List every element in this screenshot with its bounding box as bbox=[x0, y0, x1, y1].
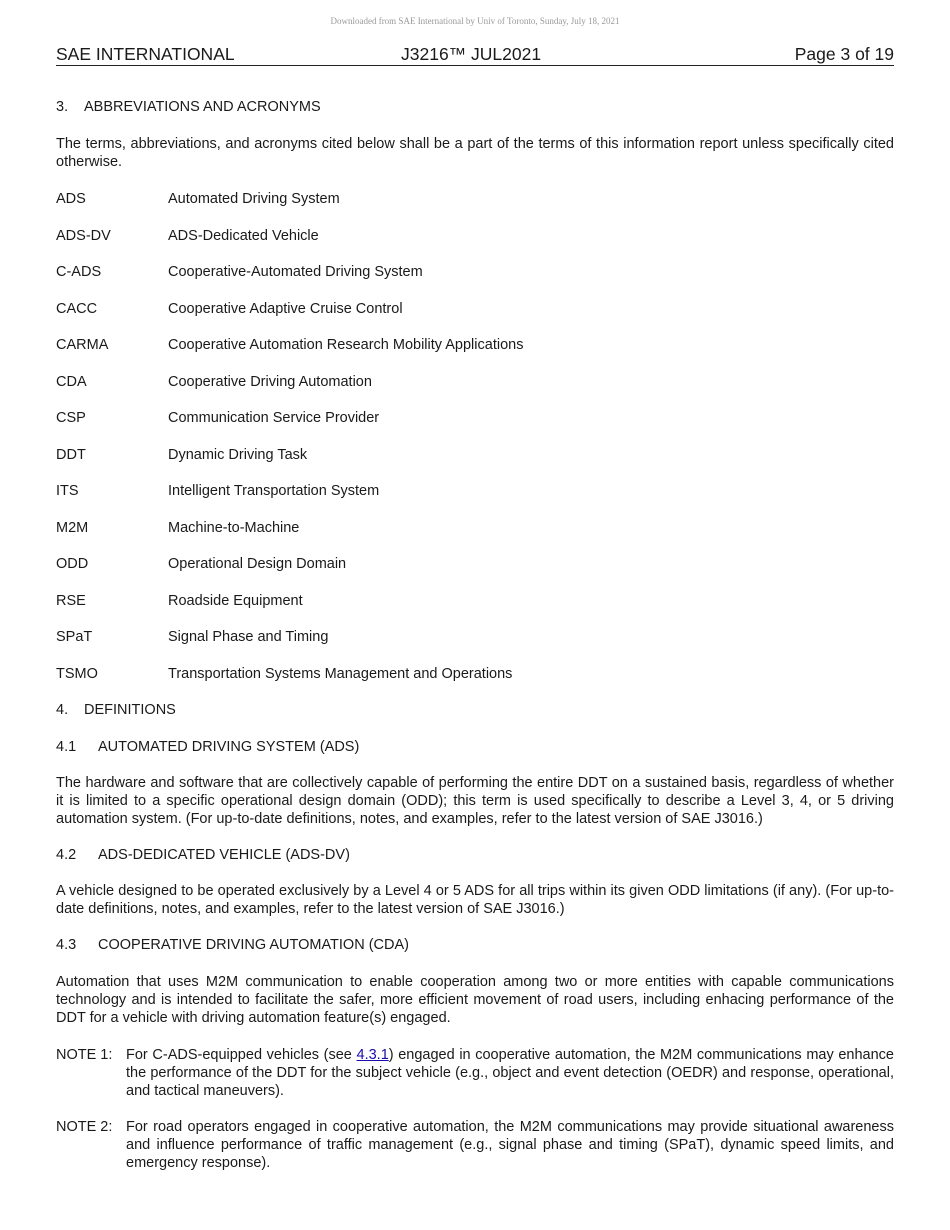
note-text-pre: For C-ADS-equipped vehicles (see bbox=[126, 1046, 357, 1063]
abbreviation-row bbox=[56, 555, 894, 573]
abbreviation-row bbox=[56, 482, 894, 500]
abbreviation-term: ADS bbox=[56, 191, 86, 207]
abbreviation-row bbox=[56, 190, 894, 208]
section-title: ABBREVIATIONS AND ACRONYMS bbox=[84, 99, 321, 115]
section-4-heading bbox=[56, 701, 894, 719]
section-3-intro: The terms, abbreviations, and acronyms cited below shall be a part of the terms of this information report unless specifically cited otherwise. bbox=[56, 136, 894, 170]
abbreviation-meaning: Cooperative Driving Automation bbox=[168, 373, 372, 390]
subsection-number: 4.3 bbox=[56, 936, 77, 953]
abbreviation-term: CDA bbox=[56, 373, 87, 390]
abbreviation-row bbox=[56, 336, 894, 354]
abbreviation-meaning: Cooperative Adaptive Cruise Control bbox=[168, 300, 403, 317]
abbreviation-meaning: Machine-to-Machine bbox=[168, 519, 300, 536]
abbreviation-term: ITS bbox=[56, 483, 79, 499]
abbreviation-term: CACC bbox=[56, 300, 98, 317]
section-3-heading bbox=[56, 98, 894, 116]
abbreviation-meaning: Transportation Systems Management and Operations bbox=[168, 665, 513, 682]
abbreviation-term: CARMA bbox=[56, 337, 109, 353]
section-4-1-heading bbox=[56, 738, 894, 756]
section-title: DEFINITIONS bbox=[84, 701, 176, 718]
section-number: 3. bbox=[56, 99, 69, 115]
page-content bbox=[56, 98, 894, 1172]
abbreviation-row bbox=[56, 665, 894, 683]
header-doc-id: J3216™ JUL2021 bbox=[401, 44, 542, 64]
abbreviation-row bbox=[56, 628, 894, 646]
section-4-3-1-link[interactable]: 4.3.1 bbox=[356, 1046, 389, 1063]
subsection-title: ADS-DEDICATED VEHICLE (ADS-DV) bbox=[98, 846, 350, 863]
abbreviation-row bbox=[56, 409, 894, 427]
abbreviation-row bbox=[56, 300, 894, 318]
abbreviation-row bbox=[56, 373, 894, 391]
section-4-2-body: A vehicle designed to be operated exclusively by a Level 4 or 5 ADS for all trips within its given ODD limitations (if any). (For up-to-date definitions, notes, and examples, refer to the latest version of SAE J3016.) bbox=[56, 882, 894, 917]
abbreviation-meaning: Automated Driving System bbox=[168, 191, 340, 207]
abbreviation-row bbox=[56, 227, 894, 245]
section-4-3-body: Automation that uses M2M communication to enable cooperation among two or more entities with capable communications technology and is intended to facilitate the safer, more efficient movement of road users, including enhacing performance of the DDT for a vehicle with driving automation feature(s) engaged. bbox=[56, 973, 894, 1026]
section-4-2-heading bbox=[56, 846, 894, 864]
note-1 bbox=[56, 1046, 894, 1100]
abbreviation-meaning: Roadside Equipment bbox=[168, 592, 303, 609]
note-text: For road operators engaged in cooperative automation, the M2M communications may provide situational awareness and influence performance of traffic management (e.g., signal phase and timing (SPaT), dynamic speed limits, and emergency response). bbox=[126, 1118, 894, 1171]
abbreviation-meaning: ADS-Dedicated Vehicle bbox=[168, 227, 319, 244]
abbreviation-list bbox=[56, 190, 894, 683]
section-number: 4. bbox=[56, 701, 69, 718]
page-header bbox=[56, 44, 894, 66]
abbreviation-meaning: Communication Service Provider bbox=[168, 410, 380, 426]
abbreviation-term: RSE bbox=[56, 592, 86, 609]
header-page-number: Page 3 of 19 bbox=[794, 44, 894, 64]
abbreviation-term: ODD bbox=[56, 556, 89, 572]
abbreviation-row bbox=[56, 446, 894, 464]
subsection-number: 4.2 bbox=[56, 846, 77, 863]
abbreviation-term: CSP bbox=[56, 410, 86, 426]
abbreviation-row bbox=[56, 263, 894, 281]
abbreviation-meaning: Dynamic Driving Task bbox=[168, 446, 308, 463]
note-label: NOTE 2: bbox=[56, 1118, 113, 1135]
subsection-number: 4.1 bbox=[56, 738, 77, 755]
abbreviation-term: DDT bbox=[56, 446, 86, 463]
abbreviation-meaning: Cooperative Automation Research Mobility Applications bbox=[168, 337, 524, 353]
note-2 bbox=[56, 1118, 894, 1172]
abbreviation-meaning: Intelligent Transportation System bbox=[168, 483, 380, 499]
abbreviation-term: TSMO bbox=[56, 665, 98, 682]
abbreviation-term: SPaT bbox=[56, 629, 93, 645]
abbreviation-meaning: Signal Phase and Timing bbox=[168, 629, 329, 645]
subsection-title: AUTOMATED DRIVING SYSTEM (ADS) bbox=[98, 738, 360, 755]
subsection-title: COOPERATIVE DRIVING AUTOMATION (CDA) bbox=[98, 936, 409, 953]
abbreviation-meaning: Operational Design Domain bbox=[168, 556, 347, 572]
header-org: SAE INTERNATIONAL bbox=[56, 44, 235, 64]
section-4-3-heading bbox=[56, 936, 894, 954]
abbreviation-term: ADS-DV bbox=[56, 227, 111, 244]
note-text bbox=[126, 1046, 894, 1100]
note-text-post: ) engaged in cooperative automation, the M2M communications may enhance the performance of the DDT for the subject vehicle (e.g., object and event detection (OEDR) and response, operational, and tactical maneuvers). bbox=[126, 1046, 894, 1099]
abbreviation-term: C-ADS bbox=[56, 264, 102, 280]
section-4-1-body: The hardware and software that are collectively capable of performing the entire DDT on a sustained basis, regardless of whether it is limited to a specific operational design domain (ODD); this term is used specifically to describe a Level 3, 4, or 5 driving automation system. (For up-to-date definitions, notes, and examples, refer to the latest version of SAE J3016.) bbox=[56, 774, 894, 827]
abbreviation-term: M2M bbox=[56, 519, 89, 536]
abbreviation-meaning: Cooperative-Automated Driving System bbox=[168, 264, 423, 280]
download-watermark: Downloaded from SAE International by Univ of Toronto, Sunday, July 18, 2021 bbox=[330, 16, 620, 26]
abbreviation-row bbox=[56, 592, 894, 610]
abbreviation-row bbox=[56, 519, 894, 537]
note-label: NOTE 1: bbox=[56, 1046, 113, 1063]
